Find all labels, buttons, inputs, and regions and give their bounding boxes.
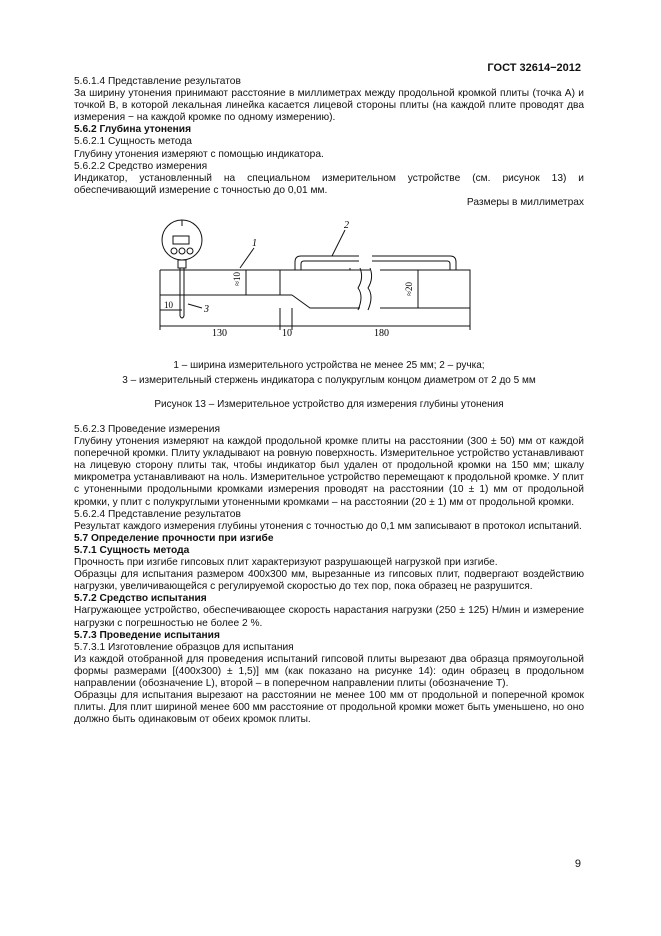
paragraph: Глубину утонения измеряют на каждой продольной кромке плиты на расстоянии (300 ± 50) мм от каждой поперечной кромки. Плиту укладывают на ровную поверхность. Измерительное устройство устанавливают на лицевую сторону плиты так, чтобы индикатор был удален от продольной кромки на 150 мм; шкалу микрометра устанавливают на ноль. Измерительное устройство перемещают к продольной кромке. У плит с утоненными продольными кромками измерения проводят на расстоянии (10 ± 1) мм от продольной кромки, у плит с полукруглыми утоненными кромками – на расстоянии (20 ± 1) мм от продольной кромки. [74,436,584,508]
paragraph: 5.6.2.2 Средство измерения [74,160,208,172]
paragraph: 5.6.2 Глубина утонения [74,124,192,136]
dim-180: 180 [374,328,389,337]
paragraph: Результат каждого измерения глубины утонения с точностью до 0,1 мм записывают в протокол испытаний. [74,520,582,532]
paragraph: 5.7.1 Сущность метода [74,544,190,556]
paragraph: Образцы для испытания размером 400х300 мм, вырезанные из гипсовых плит, подвергают воздействию нагрузки, увеличивающейся с регулируемой скоростью до тех пор, пока образец не разрушится. [74,569,584,593]
dim-10-left: 10 [164,300,173,310]
paragraph: Нагружающее устройство, обеспечивающее скорость нарастания нагрузки (250 ± 125) Н/мин и измерение нагрузки с погрешностью не более 2 %. [74,605,584,629]
paragraph: 5.6.2.1 Сущность метода [74,136,192,148]
callout-2: 2 [344,220,349,231]
figure-caption: Рисунок 13 – Измерительное устройство для измерения глубины утонения [154,399,504,410]
paragraph: За ширину утонения принимают расстояние в миллиметрах между продольной кромкой плиты (точка А) и точкой В, в которой лекальная линейка касается лицевой стороны плиты (на каждой плите проводят два измерения − на каждой кромке по одному измерению). [74,88,584,124]
paragraph: 5.7.2 Средство испытания [74,593,207,605]
paragraph: 5.6.1.4 Представление результатов [74,76,241,87]
standard-header: ГОСТ 32614−2012 [487,62,581,74]
figure-legend-1: 1 – ширина измерительного устройства не менее 25 мм; 2 – ручка; [173,360,485,371]
paragraph: 5.6.2.3 Проведение измерения [74,424,220,435]
paragraph: 5.7.3.1 Изготовление образцов для испытания [74,641,294,653]
paragraph: Размеры в миллиметрах [466,196,584,208]
figure-legend-2: 3 – измерительный стержень индикатора с полукруглым концом диаметром от 2 до 5 мм [122,375,536,386]
dim-130: 130 [212,328,227,337]
paragraph: Глубину утонения измеряют с помощью индикатора. [74,148,324,160]
dim-20-height: ≈20 [404,282,414,296]
text-block-bottom [74,424,584,726]
paragraph: 5.6.2.4 Представление результатов [74,508,241,520]
paragraph: Образцы для испытания вырезают на расстоянии не менее 100 мм от продольной и поперечной кромок плиты. Для плит шириной менее 600 мм расстояние от продольной кромки может быть уменьшено, но оно должно быть одинаковым от обеих кромок плиты. [74,690,584,726]
paragraph: 5.7 Определение прочности при изгибе [74,532,274,544]
page-number: 9 [574,858,581,870]
callout-3: 3 [204,304,209,315]
dim-10-height: ≈10 [232,272,242,286]
paragraph: Индикатор, установленный на специальном измерительном устройстве (см. рисунок 13) и обеспечивающий измерение с точностью до 0,01 мм. [74,172,584,196]
callout-1: 1 [252,238,257,249]
figure-13-drawing [150,212,590,342]
paragraph: Прочность при изгибе гипсовых плит характеризуют разрушающей нагрузкой при изгибе. [74,557,498,569]
text-block-top [74,76,584,209]
dim-10-mid: 10 [282,328,292,337]
measuring-device-svg [150,212,590,337]
paragraph: Из каждой отобранной для проведения испытаний гипсовой плиты вырезают два образца прямоугольной формы размерами [(400х300) ± 1,5)] мм (как показано на рисунке 14): один образец в продольном направлении (обозначение L), второй – в поперечном направлении плиты (обозначение Т). [74,653,584,689]
paragraph: 5.7.3 Проведение испытания [74,629,220,641]
